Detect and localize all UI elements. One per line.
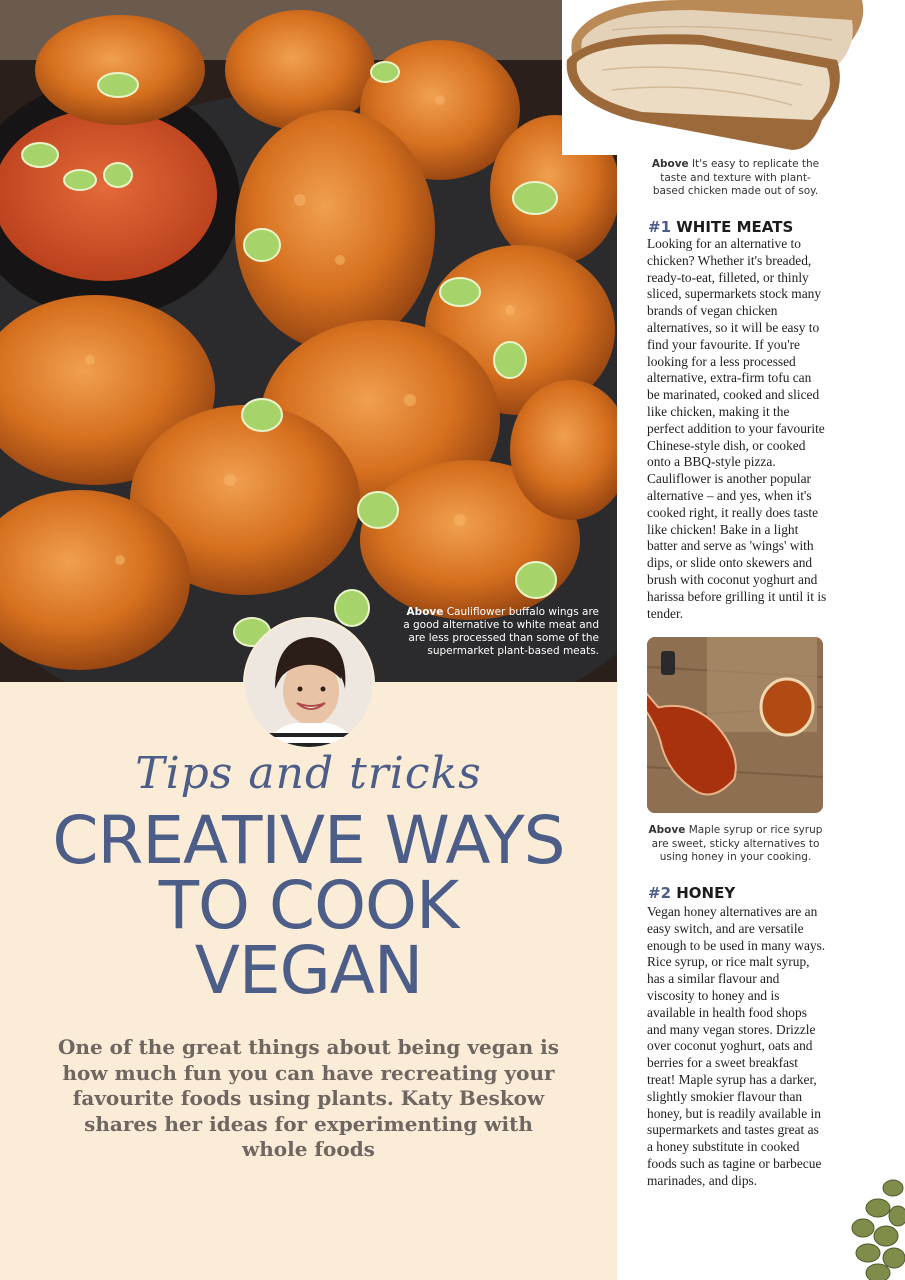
tofu-photo bbox=[562, 0, 905, 155]
section-title: WHITE MEATS bbox=[676, 218, 794, 236]
beans-photo bbox=[848, 1178, 905, 1280]
headline-line-2: TO COOK bbox=[158, 867, 459, 944]
plant-based-chicken-illustration bbox=[562, 0, 905, 155]
section-number: #2 bbox=[648, 884, 672, 902]
section-body-white-meats: Looking for an alternative to chicken? Whether it's breaded, ready-to-eat, filleted, or thinly sliced, supermarkets stock many brands of vegan chicken alternatives, so it will be easy to find your favourite. If you're looking for a less processed alternative, extra-firm tofu can be marinated, cooked and sliced like chicken, making it the perfect addition to your favourite Chinese-style dish, or cooked onto a BBQ-style pizza. Cauliflower is another popular alternative – and yes, when it's cooked right, it really does taste like chicken! Bake in a light batter and serve as 'wings' with dips, or slide onto skewers and brush with coconut yoghurt and harissa before grilling it until it is tender. bbox=[647, 236, 827, 621]
caption-text: Cauliflower buffalo wings are a good alternative to white meat and are less processed than some of the supermarket plant-based meats. bbox=[403, 606, 599, 657]
author-avatar bbox=[243, 617, 375, 749]
caption-label: Above bbox=[406, 606, 444, 618]
hero-caption bbox=[399, 606, 599, 658]
standfirst bbox=[50, 1035, 567, 1163]
section-heading-honey bbox=[648, 884, 735, 902]
section-title: HONEY bbox=[676, 884, 736, 902]
caption-text: Maple syrup or rice syrup are sweet, sticky alternatives to using honey in your cooking. bbox=[651, 824, 823, 863]
headline bbox=[0, 802, 617, 1009]
cauliflower-wings-illustration bbox=[0, 0, 617, 682]
section-body-honey: Vegan honey alternatives are an easy switch, and are versatile enough to be used in many ways. Rice syrup, or rice malt syrup, has a similar flavour and viscosity to honey and is available in health food shops and many vegan stores. Drizzle over coconut yoghurt, oats and berries for a sweet breakfast treat! Maple syrup has a darker, slightly smokier flavour than honey, but is readily available in supermarkets and tastes great as a honey substitute in cooked foods such as tagine or barbecue marinades, and dips. bbox=[647, 904, 826, 1188]
author-portrait bbox=[245, 619, 375, 749]
headline-line-3: VEGAN bbox=[194, 932, 423, 1009]
maple-syrup-illustration bbox=[647, 637, 823, 813]
syrup-photo bbox=[647, 637, 823, 813]
standfirst-before: One of the great things about being vegan is how much fun you can have recreating your favourite foods using plants. bbox=[57, 1035, 560, 1110]
standfirst-after: shares her ideas for experimenting with whole foods bbox=[84, 1111, 533, 1161]
headline-line-1: CREATIVE WAYS bbox=[52, 802, 565, 879]
tofu-caption bbox=[648, 158, 823, 199]
caption-label: Above bbox=[648, 824, 686, 836]
section-heading-white-meats bbox=[648, 218, 793, 236]
syrup-caption bbox=[648, 824, 823, 865]
section-number: #1 bbox=[648, 218, 672, 236]
caption-text: It's easy to replicate the taste and texture with plant-based chicken made out of soy. bbox=[652, 158, 820, 197]
standfirst-author: Katy Beskow bbox=[400, 1086, 545, 1110]
hero-photo bbox=[0, 0, 617, 682]
kicker: Tips and tricks bbox=[135, 748, 482, 799]
green-beans-illustration bbox=[848, 1178, 905, 1280]
caption-label: Above bbox=[651, 158, 689, 170]
